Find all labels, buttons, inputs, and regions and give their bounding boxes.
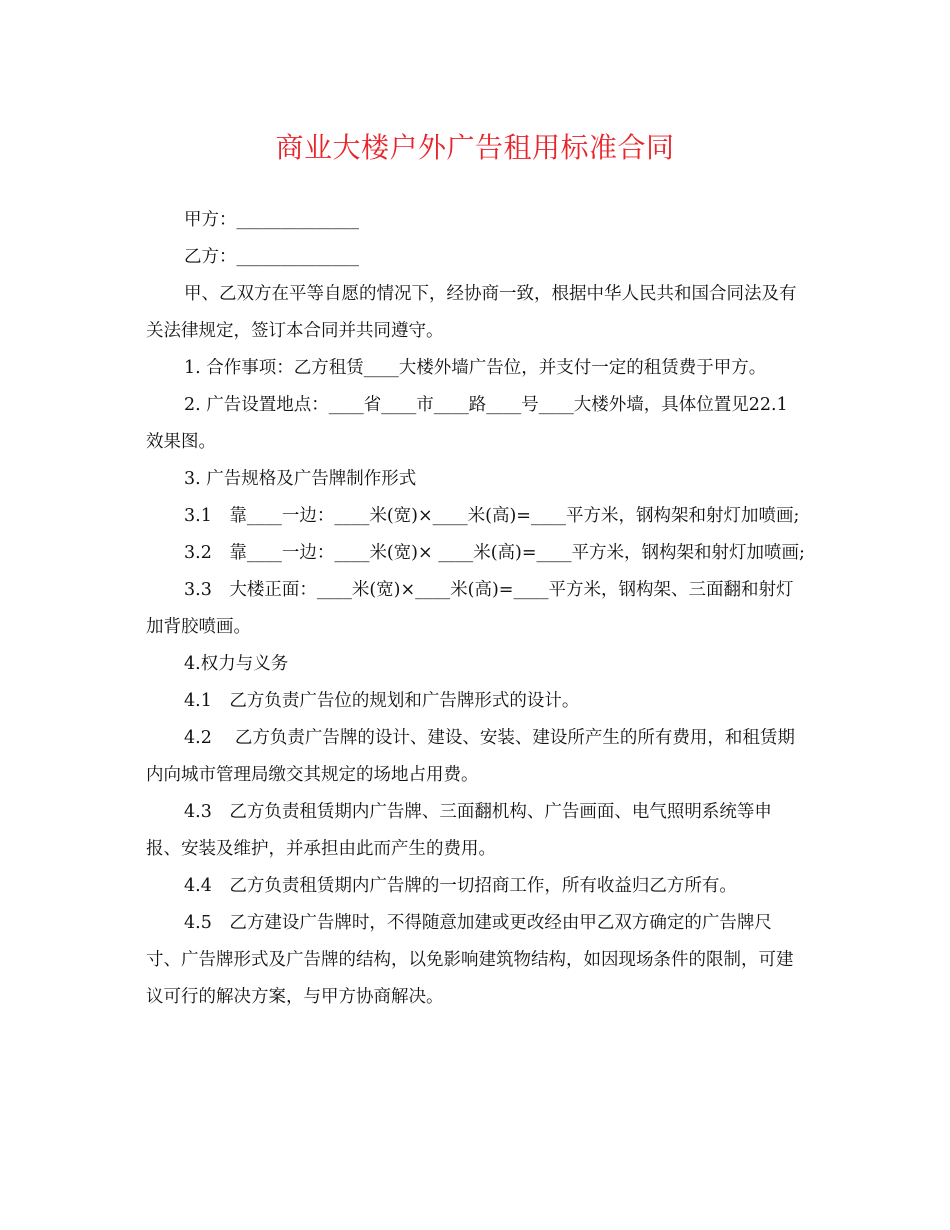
clause-4-4: 4.4 乙方负责租赁期内广告牌的一切招商工作，所有收益归乙方所有。 [184, 876, 737, 896]
clause-3-3: 3.3 大楼正面：____米(宽)×____米(高)=____平方米，钢构架、三面翻和射灯加背胶喷画。 [146, 580, 794, 637]
clause-4-heading: 4.权力与义务 [184, 654, 289, 674]
clause-4-1: 4.1 乙方负责广告位的规划和广告牌形式的设计。 [184, 691, 580, 711]
party-a-line: 甲方：______________ [184, 210, 359, 230]
clause-4-3: 4.3 乙方负责租赁期内广告牌、三面翻机构、广告画面、电气照明系统等申报、安装及维护，并承担由此而产生的费用。 [146, 802, 772, 859]
document-title: 商业大楼户外广告租用标准合同 [275, 131, 675, 164]
clause-1: 1. 合作事项：乙方租赁____大楼外墙广告位，并支付一定的租赁费于甲方。 [184, 358, 767, 378]
clause-2: 2. 广告设置地点：____省____市____路____号____大楼外墙，具体位置见22.1 效果图。 [146, 395, 788, 452]
clause-4-5: 4.5 乙方建设广告牌时，不得随意加建或更改经由甲乙双方确定的广告牌尺寸、广告牌形式及广告牌的结构，以免影响建筑物结构，如因现场条件的限制，可建议可行的解决方案，与甲方协商解决。 [146, 913, 794, 1007]
clause-4-2: 4.2 乙方负责广告牌的设计、建设、安装、建设所产生的所有费用，和租赁期内向城市管理局缴交其规定的场地占用费。 [146, 728, 795, 785]
clause-3-2: 3.2 靠____一边：____米(宽)× ____米(高)=____平方米，钢构架和射灯加喷画; [184, 543, 805, 563]
clause-3-1: 3.1 靠____一边：____米(宽)×____米(高)=____平方米，钢构架和射灯加喷画; [184, 506, 800, 526]
party-b-line: 乙方：______________ [184, 247, 359, 267]
preamble-paragraph: 甲、乙双方在平等自愿的情况下，经协商一致，根据中华人民共和国合同法及有关法律规定，签订本合同并共同遵守。 [146, 284, 797, 341]
clause-3-heading: 3. 广告规格及广告牌制作形式 [184, 469, 417, 489]
document-body [146, 202, 806, 1016]
